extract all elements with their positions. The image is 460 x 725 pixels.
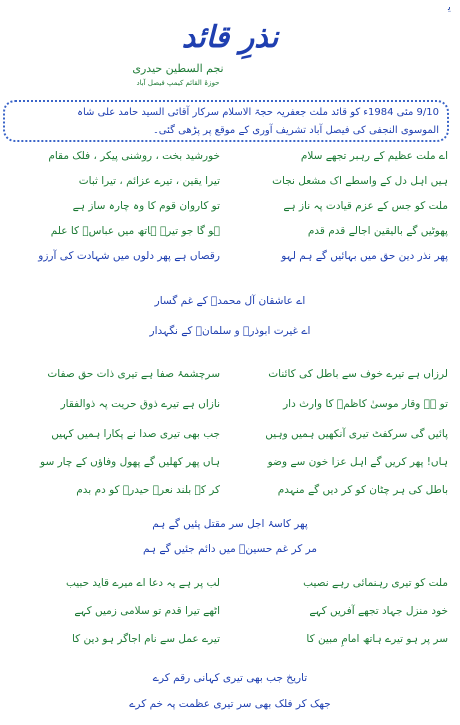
verse-hemistich: ہاں پھر کھلیں گے پھول وفاؤں کے چار سو xyxy=(40,456,220,468)
verse-hemistich: خود منزل جہاد تجھے آفریں کہے xyxy=(309,605,448,617)
verse-hemistich: پائیں گی سرکفٹ تیری آنکھیں ہمیں وہیں xyxy=(265,428,448,440)
verse-hemistich: ہو گا جو تیرے ہاتھ میں عباسؑ کا علم xyxy=(50,225,220,237)
verse-hemistich: لرزاں ہے تیرے خوف سے باطل کی کائنات xyxy=(268,368,448,380)
verse-hemistich: جب بھی تیری صدا نے پکارا ہمیں کہیں xyxy=(51,428,220,440)
author-affiliation: حوزۃ القائم کیمپ فیصل آباد xyxy=(136,79,220,87)
verse-hemistich: ملت کو تیری رہنمائی رہے نصیب xyxy=(303,577,448,589)
verse-hemistich: ملت کو جس کے عزم قیادت پہ ناز ہے xyxy=(283,200,448,212)
verse-hemistich: سرچشمۂ صفا ہے تیری ذات حق صفات xyxy=(47,368,220,380)
verse-hemistich: باطل کی ہر چٹان کو کر دیں گے منہدم xyxy=(277,484,448,496)
verse-hemistich: کر کے بلند نعرۂ حیدرؑ کو دم بدم xyxy=(76,484,220,496)
centered-verse: اے غیرت ابوذرؓ و سلمانؓ کے نگہدار xyxy=(149,325,311,337)
centered-verse: جھک کر فلک بھی سر تیری عظمت پہ خم کرے xyxy=(129,698,331,710)
corner-mark: ﯾ xyxy=(448,2,451,13)
verse-hemistich: خورشید بخت ، روشنی پیکر ، فلک مقام xyxy=(48,150,220,162)
verse-hemistich: لب پر ہے یہ دعا اے میرے قاید حبیب xyxy=(65,577,220,589)
verse-hemistich: پھوٹیں گے بالیقین اجالے قدم قدم xyxy=(307,225,448,237)
dedication-note xyxy=(3,100,449,142)
note-line-2: الموسوی النجفی کی فیصل آباد تشریف آوری کے موقع پر پڑھی گئی۔ xyxy=(152,125,439,136)
poem-title: نذرِ قائد xyxy=(181,20,279,55)
author-name: نجم السطین حیدری xyxy=(132,62,224,75)
verse-row xyxy=(0,175,460,195)
verse-hemistich: پھر نذر دین حق میں بہائیں گے ہم لہو xyxy=(281,250,448,262)
centered-verse: پھر کاسۂ اجل سر مقتل پئیں گے ہم xyxy=(152,518,308,530)
centered-verse: اے عاشقان آل محمدؐ کے غم گسار xyxy=(154,295,306,307)
note-line-1: 9/10 مئی 1984ء کو قائد ملت جعفریہ حجۃ الاسلام سرکار آقائی السید حامد علی شاہ xyxy=(77,107,439,118)
verse-hemistich: ہیں اہل دل کے واسطے اک مشعل نجات xyxy=(272,175,448,187)
verse-hemistich: اے ملت عظیم کے رہبر تجھے سلام xyxy=(300,150,448,162)
verse-row xyxy=(0,225,460,245)
verse-hemistich: تو ہے وقار موسیٰ کاظمؑ کا وارث دار xyxy=(283,398,448,410)
verse-row xyxy=(0,577,460,597)
author-block xyxy=(118,62,238,87)
verse-hemistich: تیرے عمل سے نام اجاگر ہو دین کا xyxy=(71,633,220,645)
verse-row xyxy=(0,200,460,220)
centered-verse: مر کر غم حسینؑ میں دائم جئیں گے ہم xyxy=(142,543,318,555)
verse-row xyxy=(0,428,460,448)
verse-row xyxy=(0,484,460,504)
verse-hemistich: نازاں ہے تیرے ذوق حریت پہ ذوالفقار xyxy=(60,398,220,410)
verse-row xyxy=(0,456,460,476)
verse-hemistich: سر پر ہو تیرے ہاتھ امامِ مبین کا xyxy=(306,633,448,645)
verse-row xyxy=(0,633,460,653)
centered-verse: تاریخ جب بھی تیری کہانی رقم کرے xyxy=(152,672,308,684)
verse-row xyxy=(0,368,460,388)
verse-row xyxy=(0,250,460,270)
verse-hemistich: ہاں! پھر کریں گے اہل عزا خون سے وضو xyxy=(267,456,448,468)
verse-row xyxy=(0,605,460,625)
verse-hemistich: رقصاں ہے پھر دلوں میں شہادت کی آرزو xyxy=(38,250,220,262)
verse-row xyxy=(0,398,460,418)
verse-hemistich: تیرا یقین ، تیرے عزائم ، تیرا ثبات xyxy=(78,175,220,187)
verse-hemistich: تو کاروان قوم کا وہ چارہ ساز ہے xyxy=(72,200,220,212)
verse-hemistich: اٹھے تیرا قدم تو سلامی زمیں کہے xyxy=(74,605,220,617)
verse-row xyxy=(0,150,460,170)
